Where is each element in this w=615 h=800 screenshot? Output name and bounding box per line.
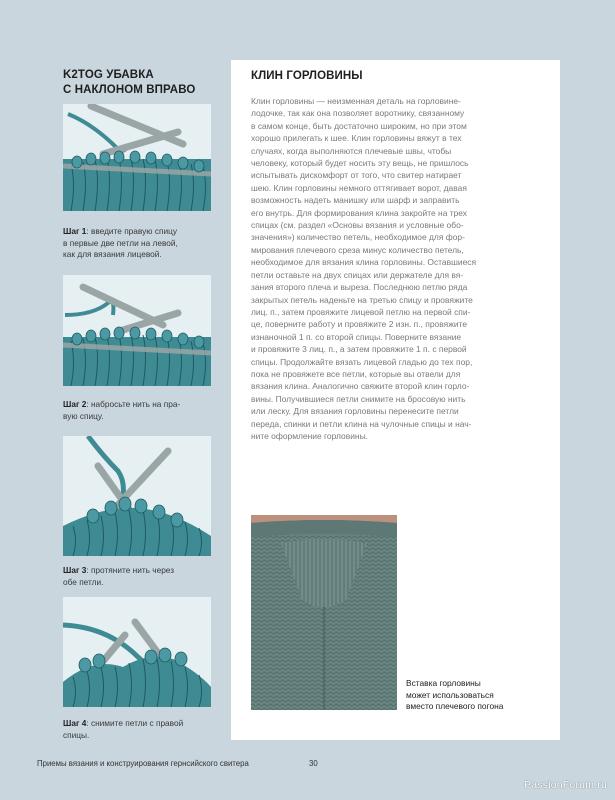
- step-1-text-line-2: в первые две петли на левой,: [63, 237, 178, 248]
- sweater-photo-image: [251, 515, 397, 710]
- article-body: [251, 95, 551, 442]
- step-1-label: Шаг 1: [63, 226, 87, 236]
- step-3-text-line-1: : протяните нить через: [86, 565, 175, 575]
- body-line: спицах (см. раздел «Основы вязания и условные обо-: [251, 220, 464, 231]
- step-3-text-line-2: обе петли.: [63, 576, 104, 587]
- step-3-caption: [63, 565, 223, 588]
- body-line: лиц. п., затем провяжите лицевой петлю на первой спи-: [251, 306, 471, 317]
- step-3-label: Шаг 3: [63, 565, 87, 575]
- sidebar-title: [63, 68, 233, 98]
- photo-caption-line-3: вместо плечевого погона: [406, 701, 504, 711]
- body-line: изнаночной 1 п. со второй спицы. Поверните вязание: [251, 331, 462, 342]
- step-2-caption: [63, 399, 223, 422]
- body-line: значения») количество петель, необходимое для фор-: [251, 232, 465, 243]
- body-line: его внутрь. Для формирования клина закройте на трех: [251, 207, 468, 218]
- body-line: спицы. Продолжайте вязать лицевой гладью до тех пор,: [251, 356, 473, 367]
- body-line: зания второго плеча и выреза. Последнюю петлю ряда: [251, 282, 468, 293]
- watermark: PassionForum.ru: [524, 779, 607, 791]
- sidebar-title-line-2: С НАКЛОНОМ ВПРАВО: [63, 84, 196, 96]
- step-1-text-line-1: : введите правую спицу: [86, 226, 177, 236]
- body-line: лодочке, так как она позволяет воротнику, связанному: [251, 108, 465, 119]
- body-line: мирования плечевого среза минус количество петель,: [251, 244, 464, 255]
- article-title: КЛИН ГОРЛОВИНЫ: [251, 70, 363, 82]
- body-line: хорошо прилегать к шее. Клин горловины вяжут в тех: [251, 133, 462, 144]
- step-1-caption: [63, 226, 223, 261]
- step-4-illustration: [63, 597, 211, 707]
- step-2-illustration: [63, 275, 211, 386]
- step-4-text-line-1: : снимите петли с правой: [86, 718, 184, 728]
- step-4-text-line-2: спицы.: [63, 729, 90, 740]
- footer-book-title: Приемы вязания и конструирования гернсийского свитера: [37, 759, 249, 768]
- body-line: возможность надеть манишку или шарф и заправить: [251, 195, 460, 206]
- step-4-caption: [63, 718, 223, 741]
- step-2-text-line-1: : набросьте нить на пра-: [86, 399, 181, 409]
- body-line: в самом конце, быть достаточно широким, но при этом: [251, 120, 467, 131]
- knitting-step-2-image: [63, 275, 211, 386]
- body-line: необходимое для вязания клина горловины. Оставшиеся: [251, 257, 477, 268]
- knitting-step-1-image: [63, 104, 211, 211]
- page-number: 30: [309, 759, 318, 768]
- body-line: вины. Получившиеся петли снимите на бросовую нить: [251, 393, 466, 404]
- body-line: испытывать дискомфорт от того, что свитер натирает: [251, 170, 462, 181]
- step-1-text-line-3: как для вязания лицевой.: [63, 249, 162, 259]
- knitting-step-3-image: [63, 436, 211, 556]
- body-line: Клин горловины — неизменная деталь на горловине-: [251, 96, 461, 106]
- body-line: и провяжите 3 лиц. п., а затем провяжите 1 п. с первой: [251, 344, 467, 355]
- body-line: шею. Клин горловины немного оттягивает ворот, давая: [251, 182, 467, 193]
- step-3-illustration: [63, 436, 211, 556]
- sweater-neckline-photo: [251, 515, 397, 710]
- body-line: вязания клина. Аналогично свяжите второй клин горло-: [251, 381, 470, 392]
- knitting-step-4-image: [63, 597, 211, 707]
- body-line: ните оформление горловины.: [251, 430, 368, 441]
- photo-caption-line-1: Вставка горловины: [406, 678, 481, 688]
- body-line: или леску. Для вязания горловины перенесите петли: [251, 406, 459, 417]
- step-4-label: Шаг 4: [63, 718, 87, 728]
- body-line: человеку, который будет носить эту вещь, не пришлось: [251, 158, 469, 169]
- step-1-illustration: [63, 104, 211, 211]
- article-panel: [231, 60, 560, 740]
- photo-caption: [406, 678, 556, 713]
- sidebar-title-line-1: K2TOG УБАВКА: [63, 69, 154, 81]
- body-line: закрытых петель наденьте на третью спицу и провяжите: [251, 294, 473, 305]
- body-line: пока не провяжете все петли, которые вы отвели для: [251, 368, 461, 379]
- step-2-text-line-2: вую спицу.: [63, 410, 104, 421]
- body-line: це, поверните работу и провяжите 2 изн. п., провяжите: [251, 319, 468, 330]
- photo-caption-line-2: может использоваться: [406, 689, 494, 700]
- body-line: переда, спинки и петли клина на чулочные спицы и нач-: [251, 418, 472, 429]
- step-2-label: Шаг 2: [63, 399, 87, 409]
- body-line: случаях, когда выполняются плечевые швы, чтобы: [251, 145, 452, 156]
- body-line: петли оставьте на двух спицах или держателе для вя-: [251, 269, 464, 280]
